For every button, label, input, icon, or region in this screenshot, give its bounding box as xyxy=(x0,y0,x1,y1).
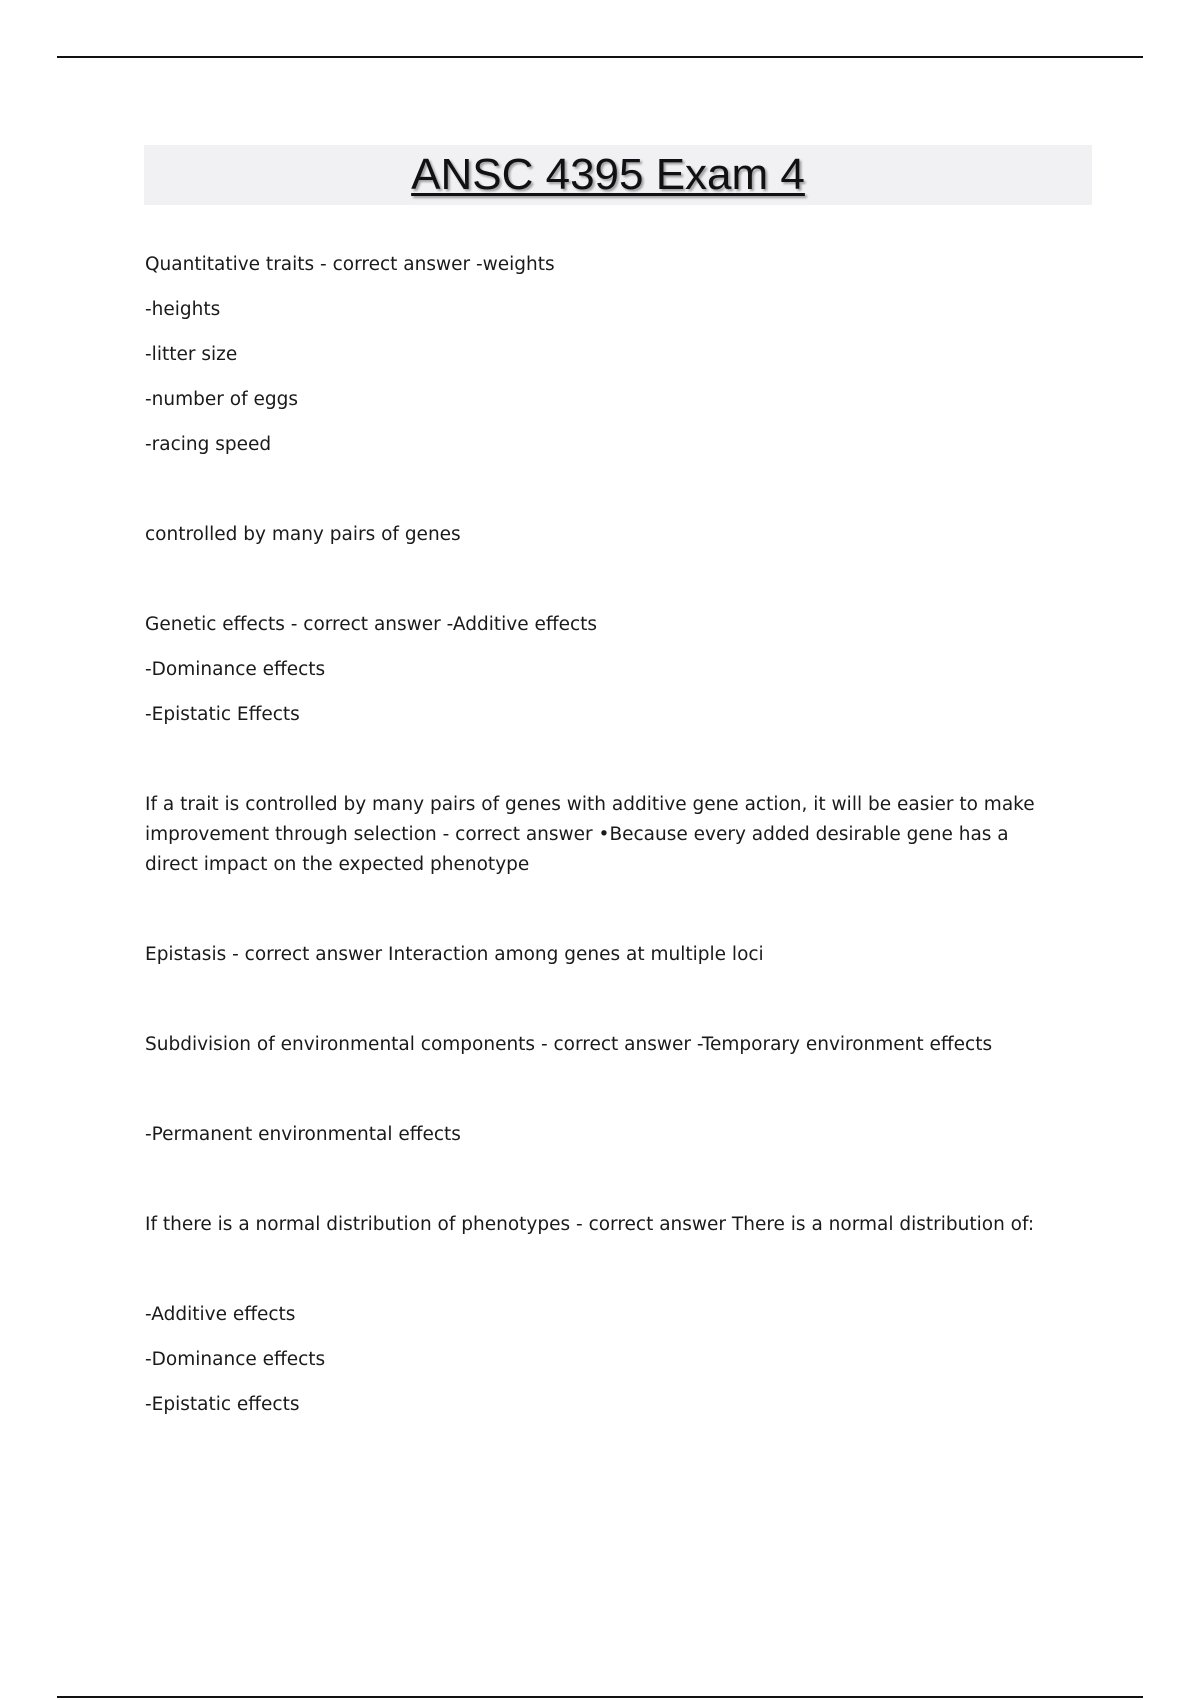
title-band xyxy=(144,145,1092,205)
text-line: -Epistatic Effects xyxy=(145,704,300,725)
spacer xyxy=(145,1165,1045,1210)
text-line: Subdivision of environmental components - correct answer -Temporary environment effects xyxy=(145,1034,993,1055)
text-line: -litter size xyxy=(145,344,238,365)
text-paragraph: If a trait is controlled by many pairs of genes with additive gene action, it will be easier to make improvement through selection - correct answer •Because every added desirable gene has a direct impact on the expected phenotype xyxy=(145,794,1035,875)
spacer xyxy=(145,475,1045,520)
text-line: -Dominance effects xyxy=(145,1349,326,1370)
spacer xyxy=(145,895,1045,940)
top-rule xyxy=(57,56,1143,58)
spacer xyxy=(145,745,1045,790)
text-line: -racing speed xyxy=(145,434,272,455)
document-body xyxy=(145,250,1045,1435)
text-line: Quantitative traits - correct answer -weights xyxy=(145,254,555,275)
text-line: controlled by many pairs of genes xyxy=(145,524,461,545)
spacer xyxy=(145,985,1045,1030)
text-line: -number of eggs xyxy=(145,389,298,410)
bottom-rule xyxy=(57,1696,1143,1698)
text-line: -Permanent environmental effects xyxy=(145,1124,461,1145)
document-title: ANSC 4395 Exam 4 xyxy=(411,150,805,199)
text-line: -Additive effects xyxy=(145,1304,296,1325)
spacer xyxy=(145,1075,1045,1120)
text-line: If there is a normal distribution of phenotypes - correct answer There is a normal distribution of: xyxy=(145,1214,1035,1235)
text-line: Epistasis - correct answer Interaction among genes at multiple loci xyxy=(145,944,764,965)
text-line: Genetic effects - correct answer -Additive effects xyxy=(145,614,598,635)
text-line: -heights xyxy=(145,299,221,320)
spacer xyxy=(145,1255,1045,1300)
text-line: -Dominance effects xyxy=(145,659,326,680)
spacer xyxy=(145,565,1045,610)
text-line: -Epistatic effects xyxy=(145,1394,300,1415)
